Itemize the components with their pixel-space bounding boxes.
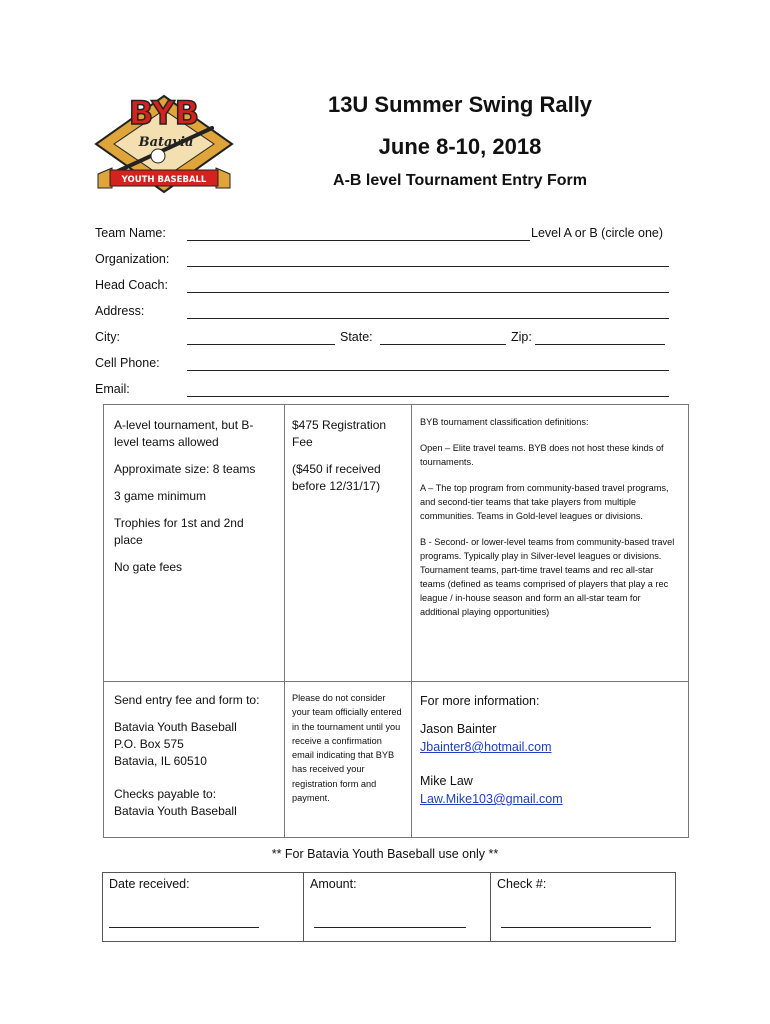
contact-cell: [412, 682, 689, 838]
address-label: Address:: [95, 304, 145, 318]
a-definition: A – The top program from community-based travel programs, and second-tier teams that take players from multiple communities. Teams in Gold-level leagues or divisions.: [420, 483, 669, 521]
amount-field[interactable]: [314, 927, 466, 928]
size-note: Approximate size: 8 teams: [114, 462, 256, 476]
check-number-label: Check #:: [497, 877, 547, 891]
fee-cell: [285, 405, 412, 682]
cell-phone-field[interactable]: [187, 370, 669, 371]
state-field[interactable]: [380, 344, 506, 345]
amount-label: Amount:: [310, 877, 357, 891]
send-heading: Send entry fee and form to:: [114, 693, 260, 707]
office-use-table: [102, 872, 676, 942]
team-name-field[interactable]: [187, 240, 530, 241]
gate-fees-note: No gate fees: [114, 560, 183, 574]
team-name-label: Team Name:: [95, 226, 166, 240]
level-note: A-level tournament, but B-level teams allowed: [114, 418, 254, 449]
city-label: City:: [95, 330, 120, 344]
notice-cell: [285, 682, 412, 838]
tournament-details-cell: [104, 405, 285, 682]
cell-phone-label: Cell Phone:: [95, 356, 160, 370]
date-received-label: Date received:: [109, 877, 190, 891]
mail-address-line1: Batavia Youth Baseball: [114, 720, 237, 734]
zip-field[interactable]: [535, 344, 665, 345]
svg-text:YOUTH BASEBALL: YOUTH BASEBALL: [121, 175, 207, 185]
date-received-field[interactable]: [109, 927, 259, 928]
email-label: Email:: [95, 382, 130, 396]
contact2-email-link[interactable]: Law.Mike103@gmail.com: [420, 792, 563, 806]
level-choice-label: Level A or B (circle one): [531, 226, 664, 240]
organization-field[interactable]: [187, 266, 669, 267]
office-use-note: ** For Batavia Youth Baseball use only **: [271, 847, 499, 861]
svg-text:Batavia: Batavia: [138, 135, 194, 150]
check-number-field[interactable]: [501, 927, 651, 928]
early-fee: ($450 if received before 12/31/17): [292, 462, 381, 493]
head-coach-label: Head Coach:: [95, 278, 168, 292]
trophies-note: Trophies for 1st and 2nd place: [114, 516, 244, 547]
tournament-title: 13U Summer Swing Rally: [327, 92, 593, 117]
registration-fee: $475 Registration Fee: [292, 418, 387, 449]
more-info-heading: For more information:: [420, 694, 540, 708]
contact1-email-link[interactable]: Jbainter8@hotmail.com: [420, 740, 552, 754]
check-number-cell: [491, 873, 676, 942]
date-received-cell: [103, 873, 304, 942]
classification-heading: BYB tournament classification definitions:: [420, 417, 589, 427]
tournament-dates: June 8-10, 2018: [378, 134, 542, 159]
open-definition: Open – Elite travel teams. BYB does not host these kinds of tournaments.: [420, 443, 664, 467]
checks-payee: Batavia Youth Baseball: [114, 804, 237, 818]
head-coach-field[interactable]: [187, 292, 669, 293]
address-field[interactable]: [187, 318, 669, 319]
amount-cell: [304, 873, 491, 942]
contact2-name: Mike Law: [420, 774, 473, 788]
tournament-info-table: [103, 404, 689, 838]
contact1-name: Jason Bainter: [420, 722, 497, 736]
games-note: 3 game minimum: [114, 489, 207, 503]
form-title: A-B level Tournament Entry Form: [333, 172, 587, 189]
mailing-cell: [104, 682, 285, 838]
email-field[interactable]: [187, 396, 669, 397]
state-label: State:: [340, 330, 373, 344]
byb-logo: [92, 88, 236, 198]
mail-address-line3: Batavia, IL 60510: [114, 754, 207, 768]
zip-label: Zip:: [511, 330, 532, 344]
mail-address-line2: P.O. Box 575: [114, 737, 184, 751]
confirmation-notice: Please do not consider your team officially entered in the tournament until you receive a confirmation email indicating that BYB has received your registration form and payment.: [292, 693, 402, 804]
city-field[interactable]: [187, 344, 335, 345]
classification-cell: [412, 405, 689, 682]
b-definition: B - Second- or lower-level teams from community-based travel programs. Typically play in Silver-level leagues or divisions. Tournament teams, part-time travel teams and rec all-star teams (defined as teams comprised of players that play a rec league / in-house season and form an all-star team for additional playing opportunities): [420, 537, 675, 617]
svg-text:BYB: BYB: [128, 94, 200, 132]
organization-label: Organization:: [95, 252, 170, 266]
checks-heading: Checks payable to:: [114, 787, 217, 801]
